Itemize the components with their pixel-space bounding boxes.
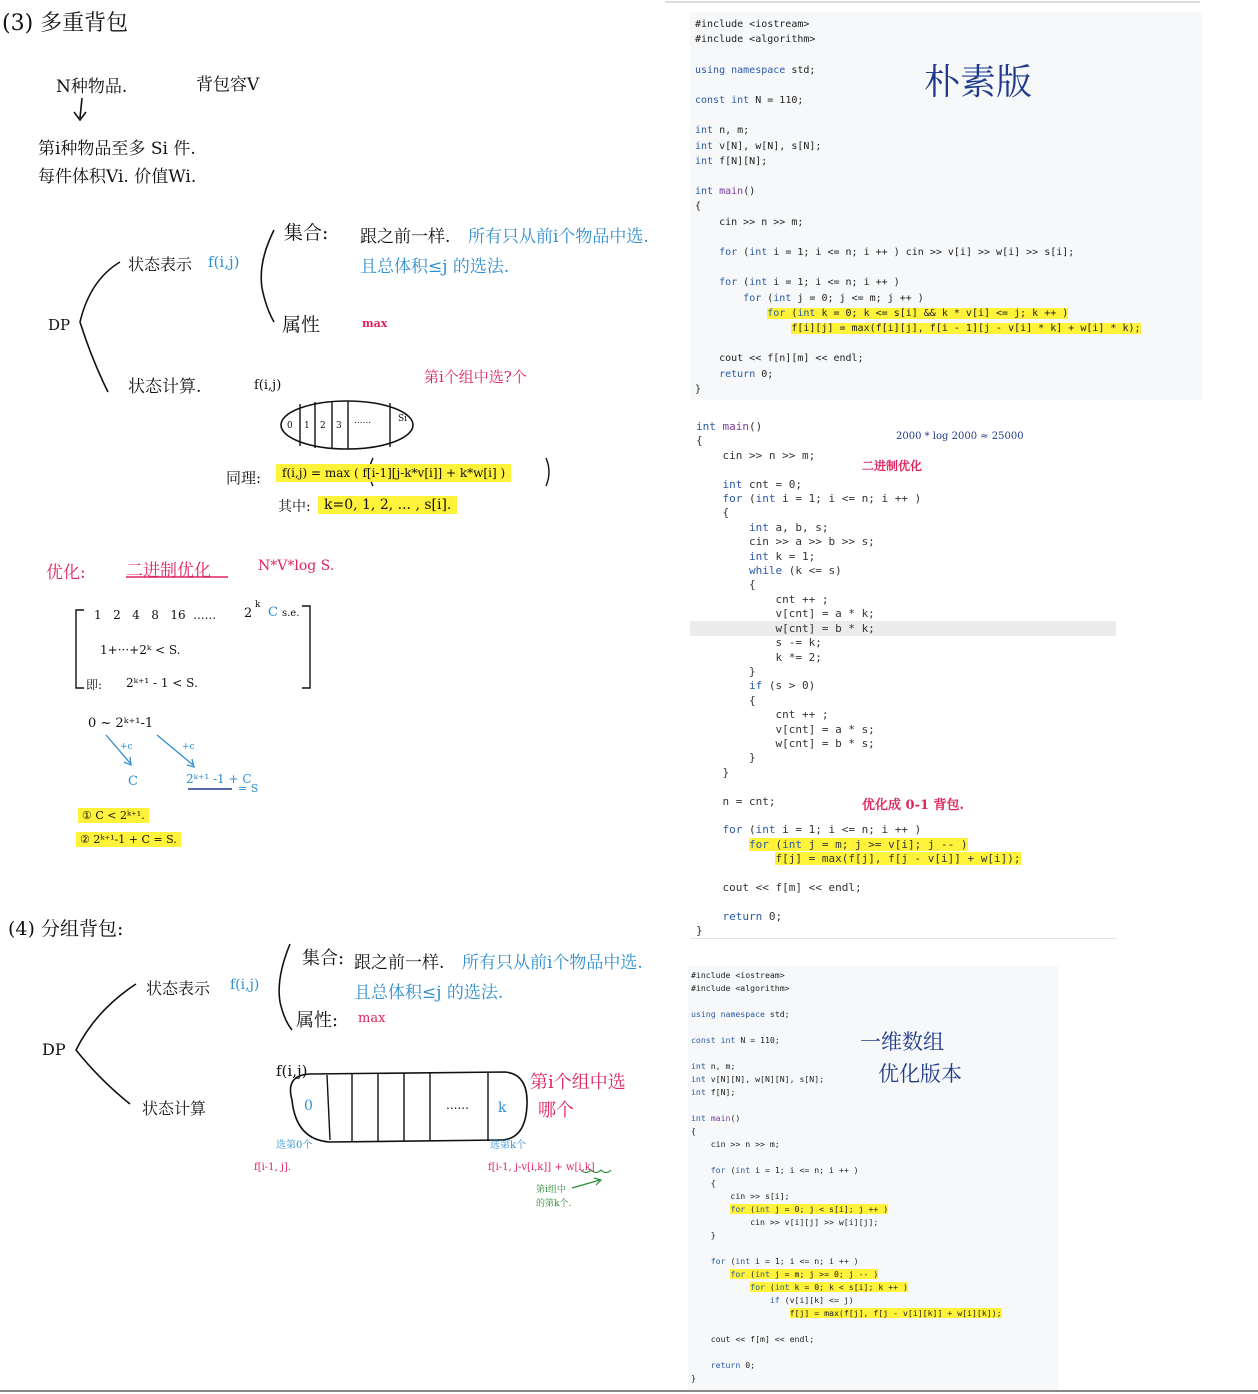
limit-line: 第i种物品至多 Si 件.	[38, 139, 196, 159]
cell-0: 0	[287, 421, 293, 431]
code-line: cin >> n >> m;	[722, 448, 816, 462]
code-line: cin >> n >> m;	[710, 1139, 780, 1149]
same-label: 同理:	[226, 469, 262, 487]
state-func: f(i,j)	[208, 253, 240, 271]
condition-1: ① C < 2ᵏ⁺¹.	[78, 808, 149, 823]
code-line: for (int j = m; j >= v[i]; j -- )	[748, 837, 968, 851]
code-line: cout << f[m] << endl;	[722, 881, 862, 894]
code-line: }	[691, 1373, 696, 1383]
group-code	[691, 969, 1002, 1385]
code-line: for (int i = 1; i <= n; i ++ )	[722, 823, 922, 837]
code-line: using namespace std;	[695, 64, 816, 76]
group-state-func: f(i,j)	[230, 977, 260, 993]
code-line	[691, 1100, 696, 1110]
set-text-1: 跟之前一样.	[360, 227, 451, 247]
code-line: }	[710, 1230, 716, 1240]
code-line: {	[710, 1178, 716, 1188]
code-line	[691, 996, 696, 1006]
group-question-1: 第i个组中选	[530, 1072, 626, 1093]
code-line: f[j] = max(f[j], f[j - v[i][k]] + w[i][k]);	[789, 1308, 1002, 1318]
group-question: 第i个组中选?个	[424, 368, 527, 386]
dp-label: DP	[48, 316, 71, 334]
code-line: int a, b, s;	[748, 520, 829, 534]
plus-c-2: +c	[182, 742, 195, 752]
code-line: for (int k = 0; k < s[i]; k ++ )	[750, 1282, 908, 1292]
code-line: w[cnt] = b * s;	[775, 736, 875, 750]
group-set-label: 集合:	[302, 948, 345, 969]
code-line	[696, 780, 703, 793]
binary-annotation-top: 2000 * log 2000 ≈ 25000	[896, 431, 1024, 442]
opt-label: 优化:	[46, 563, 86, 583]
code-line: }	[722, 765, 730, 779]
code-line: cin >> a >> b >> s;	[748, 535, 875, 549]
group-set-text-1: 跟之前一样.	[354, 953, 445, 973]
code-line: return 0;	[719, 368, 774, 380]
code-line: int v[N][N], w[N][N], s[N];	[691, 1074, 825, 1084]
code-line: #include <algorithm>	[695, 34, 816, 46]
multi-heading: (3) 多重背包	[2, 11, 129, 36]
set-text-2: 所有只从前i个物品中选.	[468, 227, 649, 247]
c-label: C	[128, 774, 138, 789]
matrix-c: C	[268, 605, 278, 620]
group-dp-label: DP	[42, 1040, 66, 1059]
code-line: #include <algorithm>	[691, 983, 790, 993]
code-line: const int N = 110;	[695, 95, 804, 107]
code-line	[691, 1321, 696, 1331]
plus-c-1: +c	[120, 742, 133, 752]
code-line: n = cnt;	[722, 794, 776, 808]
state-repr-label: 状态表示	[128, 255, 193, 274]
set-text-3: 且总体积≤j 的选法.	[360, 257, 510, 277]
code-line: int main()	[695, 186, 756, 198]
code-line: const int N = 110;	[691, 1035, 780, 1045]
code-line: int f[N][N];	[695, 155, 768, 167]
group-attr-value: max	[358, 1011, 386, 1026]
code-line: f[j] = max(f[j], f[j - v[i]] + w[i]);	[775, 852, 1021, 866]
code-line	[695, 262, 701, 273]
cell-1: 1	[304, 421, 310, 431]
group-set-text-3: 且总体积≤j 的选法.	[354, 983, 504, 1003]
code-line: #include <iostream>	[695, 19, 810, 30]
code-line: cin >> v[i][j] >> w[i][j];	[750, 1217, 879, 1227]
code-line	[691, 1152, 696, 1162]
code-line: cin >> s[i];	[730, 1191, 790, 1201]
opt-complexity: N*V*log S.	[258, 558, 335, 574]
code-line: k *= 2;	[775, 650, 822, 664]
items-label: N种物品.	[56, 77, 128, 97]
cell-3: 3	[336, 421, 342, 431]
code-line: int n, m;	[695, 125, 750, 137]
binary-code	[696, 420, 1021, 939]
code-line	[695, 232, 701, 243]
calc-func: f(i,j)	[254, 378, 282, 393]
sum-label: 2ᵏ⁺¹ -1 + C	[186, 772, 252, 786]
matrix-k: k	[255, 600, 261, 610]
code-line: #include <iostream>	[691, 970, 785, 980]
code-line: for (int i = 1; i <= n; i ++ )	[710, 1165, 859, 1175]
code-line: if (v[i][k] <= j)	[769, 1295, 854, 1305]
code-line: int cnt = 0;	[722, 477, 802, 491]
matrix-row-3: 2ᵏ⁺¹ - 1 < S.	[126, 676, 198, 690]
code-line: cout << f[n][m] << endl;	[719, 353, 864, 365]
code-line	[695, 80, 701, 91]
code-line: cnt ++ ;	[775, 592, 829, 606]
code-line	[696, 463, 703, 476]
group-annotation-2: 优化版本	[878, 1062, 962, 1086]
binary-code-panel	[690, 414, 1116, 939]
code-line	[691, 1048, 696, 1058]
choose-k-label: 选第k个	[490, 1140, 527, 1151]
formula: f(i,j) = max ( f[i-1][j-k*v[i]] + k*w[i] )	[276, 464, 511, 482]
choose-0-label: 选第0个	[276, 1140, 313, 1151]
code-line: v[cnt] = a * k;	[775, 607, 875, 621]
code-line: cnt ++ ;	[775, 708, 829, 722]
cell-2: 2	[320, 421, 326, 431]
code-line: for (int k = 0; k <= s[i] && k * v[i] <= j; k ++ )	[767, 307, 1069, 319]
code-line	[695, 110, 701, 121]
group-state-calc: 状态计算	[142, 1099, 207, 1118]
code-line: for (int i = 1; i <= n; i ++ )	[719, 277, 900, 289]
condition-2: ② 2ᵏ⁺¹-1 + C = S.	[76, 832, 181, 847]
attr-value: max	[362, 317, 388, 330]
f-k: f[i-1, j-v[i,k]] + w[i,k]	[488, 1162, 595, 1173]
matrix-row-2: 1+···+2ᵏ < S.	[100, 643, 181, 657]
code-line: s -= k;	[775, 636, 822, 650]
code-line: {	[691, 1126, 696, 1136]
matrix-pow: 2	[244, 606, 253, 621]
opt-method: 二进制优化	[126, 561, 211, 581]
code-line: int n, m;	[691, 1061, 736, 1071]
code-line: {	[696, 434, 703, 448]
code-line: cin >> n >> m;	[719, 216, 804, 228]
code-line: {	[695, 201, 702, 213]
matrix-row-1: 1 2 4 8 16 ......	[94, 608, 217, 622]
group-annotation-1: 一维数组	[860, 1030, 944, 1054]
code-line	[695, 338, 701, 349]
code-line	[696, 895, 703, 908]
binary-annotation-mid: 优化成 0-1 背包.	[862, 798, 965, 813]
kth-note-2: 的第k个.	[536, 1199, 572, 1209]
range-text: 0 ~ 2ᵏ⁺¹-1	[88, 716, 154, 731]
code-line: }	[748, 751, 756, 765]
code-line: for (int j = 0; j <= m; j ++ )	[743, 292, 924, 304]
f-zero: f[i-1, j].	[254, 1162, 292, 1173]
naive-code	[695, 17, 1141, 397]
code-line: cout << f[m] << endl;	[710, 1334, 815, 1344]
code-line: }	[696, 924, 703, 938]
naive-annotation: 朴素版	[924, 62, 1033, 103]
kth-note-1: 第i组中	[536, 1185, 566, 1195]
code-line	[695, 171, 701, 182]
group-calc-func: f(i,j)	[276, 1062, 308, 1080]
volume-value-line: 每件体积Vi. 价值Wi.	[38, 167, 197, 187]
binary-annotation-label: 二进制优化	[862, 459, 923, 473]
code-line: v[cnt] = a * s;	[775, 722, 875, 736]
attr-label: 属性	[282, 314, 321, 336]
code-line: int v[N], w[N], s[N];	[695, 140, 822, 152]
code-line	[696, 867, 703, 880]
code-line: }	[748, 664, 756, 678]
code-line	[696, 809, 703, 822]
group-set-text-2: 所有只从前i个物品中选.	[462, 953, 643, 973]
code-line: }	[695, 383, 702, 395]
cell-dots: ......	[354, 416, 372, 426]
code-line	[691, 1347, 696, 1357]
code-line: return 0;	[722, 909, 783, 923]
code-line: while (k <= s)	[748, 564, 842, 578]
group-cell-k: k	[498, 1100, 507, 1116]
code-line: for (int i = 1; i <= n; i ++ ) cin >> v[i] >> w[i] >> s[i];	[719, 247, 1075, 259]
code-line: int main()	[696, 420, 763, 433]
code-line	[691, 1022, 696, 1032]
group-heading: (4) 分组背包:	[8, 918, 124, 940]
code-line: w[cnt] = b * k;	[775, 621, 875, 635]
group-cell-0: 0	[304, 1098, 313, 1114]
code-line: {	[722, 506, 730, 520]
where-text: k=0, 1, 2, ... , s[i].	[318, 496, 457, 514]
set-label: 集合:	[284, 222, 329, 244]
code-line: for (int i = 1; i <= n; i ++ )	[710, 1256, 859, 1266]
code-line: {	[748, 578, 756, 592]
code-line: int f[N];	[691, 1087, 736, 1097]
code-line: for (int j = m; j >= 0; j -- )	[730, 1269, 879, 1279]
group-question-2: 哪个	[538, 1100, 574, 1121]
code-line: int k = 1;	[748, 549, 816, 563]
code-line: f[i][j] = max(f[i][j], f[i - 1][j - v[i] * k] + w[i] * k);	[791, 323, 1141, 335]
code-line: for (int j = 0; j < s[i]; j ++ )	[730, 1204, 889, 1214]
group-attr-label: 属性:	[296, 1010, 339, 1031]
code-line: if (s > 0)	[748, 679, 816, 693]
capacity-label: 背包容V	[196, 75, 260, 95]
matrix-se: s.e.	[282, 608, 300, 619]
eq-s: = S	[238, 782, 259, 795]
group-state-repr: 状态表示	[146, 979, 211, 998]
code-line: {	[748, 693, 756, 707]
code-line	[695, 49, 701, 60]
group-cell-dots: ......	[446, 1098, 469, 1112]
code-line: int main()	[691, 1113, 741, 1123]
state-calc-label: 状态计算.	[128, 377, 202, 397]
cell-si: Si	[398, 414, 408, 424]
code-line: return 0;	[710, 1360, 756, 1370]
code-line: for (int i = 1; i <= n; i ++ )	[722, 492, 922, 506]
code-line	[691, 1243, 696, 1253]
code-line: using namespace std;	[691, 1009, 790, 1019]
matrix-row-3-label: 即:	[86, 678, 103, 692]
where-label: 其中:	[278, 499, 311, 515]
